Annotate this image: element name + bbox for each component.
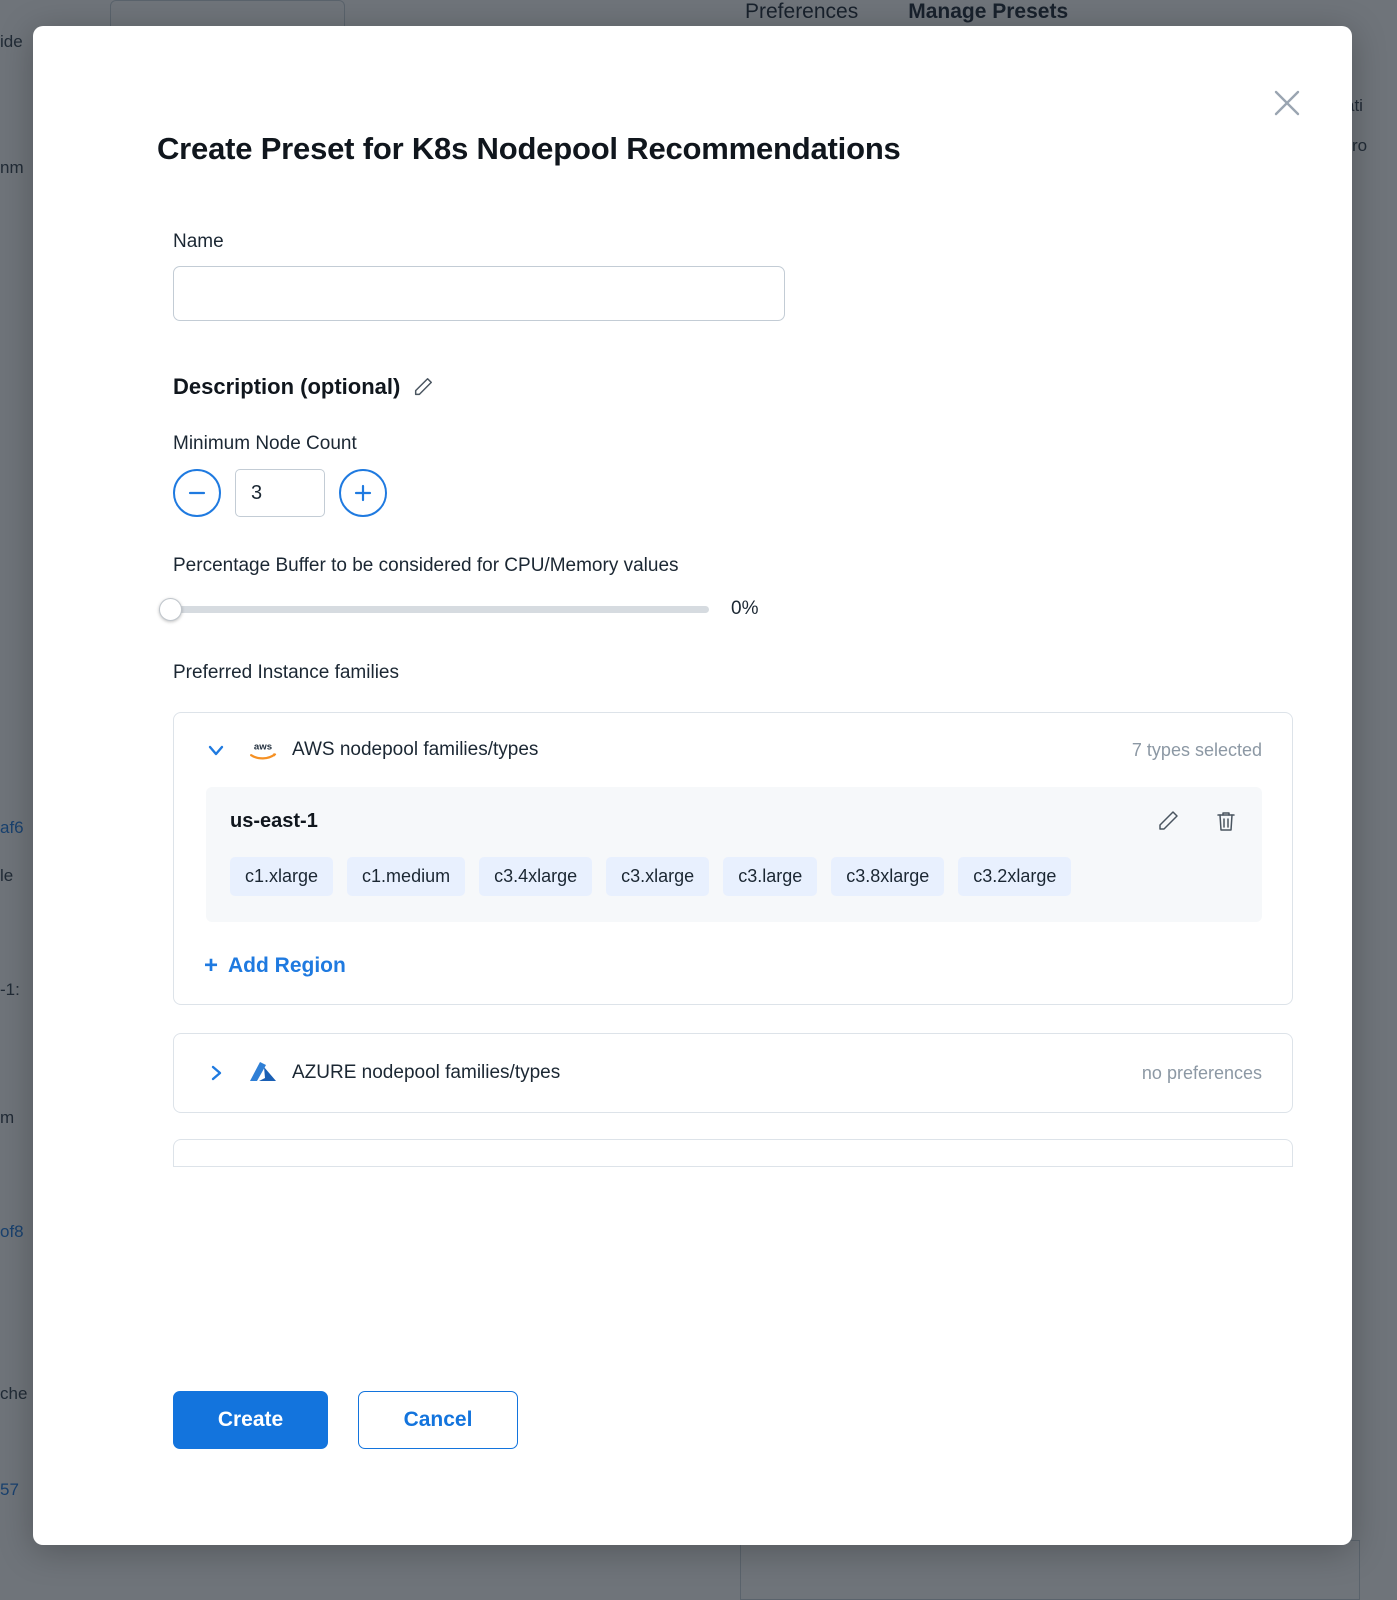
min-node-count-value[interactable]: 3	[235, 469, 325, 517]
chevron-down-icon[interactable]	[206, 740, 228, 760]
provider-name-azure: AZURE nodepool families/types	[292, 1062, 561, 1083]
buffer-slider[interactable]	[159, 606, 709, 613]
modal-footer	[173, 1391, 518, 1449]
provider-name-aws: AWS nodepool families/types	[292, 739, 539, 760]
svg-text:aws: aws	[253, 741, 273, 753]
close-icon[interactable]	[1270, 86, 1304, 120]
region-header	[230, 809, 1238, 833]
min-node-count-label: Minimum Node Count	[173, 433, 357, 454]
azure-logo-icon	[246, 1060, 280, 1086]
buffer-value: 0%	[731, 598, 759, 619]
create-preset-modal	[33, 26, 1352, 1545]
add-region-label: Add Region	[228, 954, 346, 977]
increment-button[interactable]	[339, 469, 387, 517]
provider-status-aws: 7 types selected	[1131, 739, 1262, 760]
chip-instance-type[interactable]: c1.medium	[347, 857, 465, 896]
chip-instance-type[interactable]: c3.4xlarge	[479, 857, 592, 896]
aws-logo-icon	[246, 737, 280, 763]
description-row	[173, 374, 1293, 400]
trash-icon[interactable]	[1214, 809, 1238, 833]
buffer-slider-row	[159, 598, 1293, 620]
pencil-icon[interactable]	[1156, 809, 1180, 833]
provider-header-azure[interactable]	[174, 1034, 1292, 1112]
pencil-icon[interactable]	[412, 376, 434, 398]
provider-card-partial[interactable]	[173, 1139, 1293, 1167]
chip-instance-type[interactable]: c3.xlarge	[606, 857, 709, 896]
chevron-right-icon[interactable]	[206, 1063, 228, 1083]
add-region-button[interactable]	[174, 928, 1292, 1004]
region-block	[206, 787, 1262, 922]
name-label: Name	[173, 231, 224, 252]
preferred-instance-families-label: Preferred Instance families	[173, 662, 399, 683]
decrement-button[interactable]	[173, 469, 221, 517]
cancel-button[interactable]: Cancel	[358, 1391, 518, 1449]
provider-card-azure	[173, 1033, 1293, 1113]
buffer-label: Percentage Buffer to be considered for CPU/Memory values	[173, 555, 679, 576]
preset-form	[173, 231, 1293, 1167]
provider-header-aws[interactable]	[174, 713, 1292, 787]
chip-instance-type[interactable]: c3.2xlarge	[958, 857, 1071, 896]
name-input[interactable]	[173, 266, 785, 321]
instance-type-chips	[230, 857, 1238, 896]
chip-instance-type[interactable]: c3.large	[723, 857, 817, 896]
page-title: Create Preset for K8s Nodepool Recommendations	[157, 131, 901, 166]
plus-icon: +	[204, 952, 219, 979]
quantity-stepper	[173, 469, 1293, 517]
chip-instance-type[interactable]: c3.8xlarge	[831, 857, 944, 896]
region-name: us-east-1	[230, 809, 318, 832]
chip-instance-type[interactable]: c1.xlarge	[230, 857, 333, 896]
provider-status-azure: no preferences	[1141, 1062, 1262, 1083]
create-button[interactable]: Create	[173, 1391, 328, 1449]
provider-card-aws	[173, 712, 1293, 1005]
description-label: Description (optional)	[173, 374, 401, 399]
slider-thumb[interactable]	[159, 598, 182, 621]
